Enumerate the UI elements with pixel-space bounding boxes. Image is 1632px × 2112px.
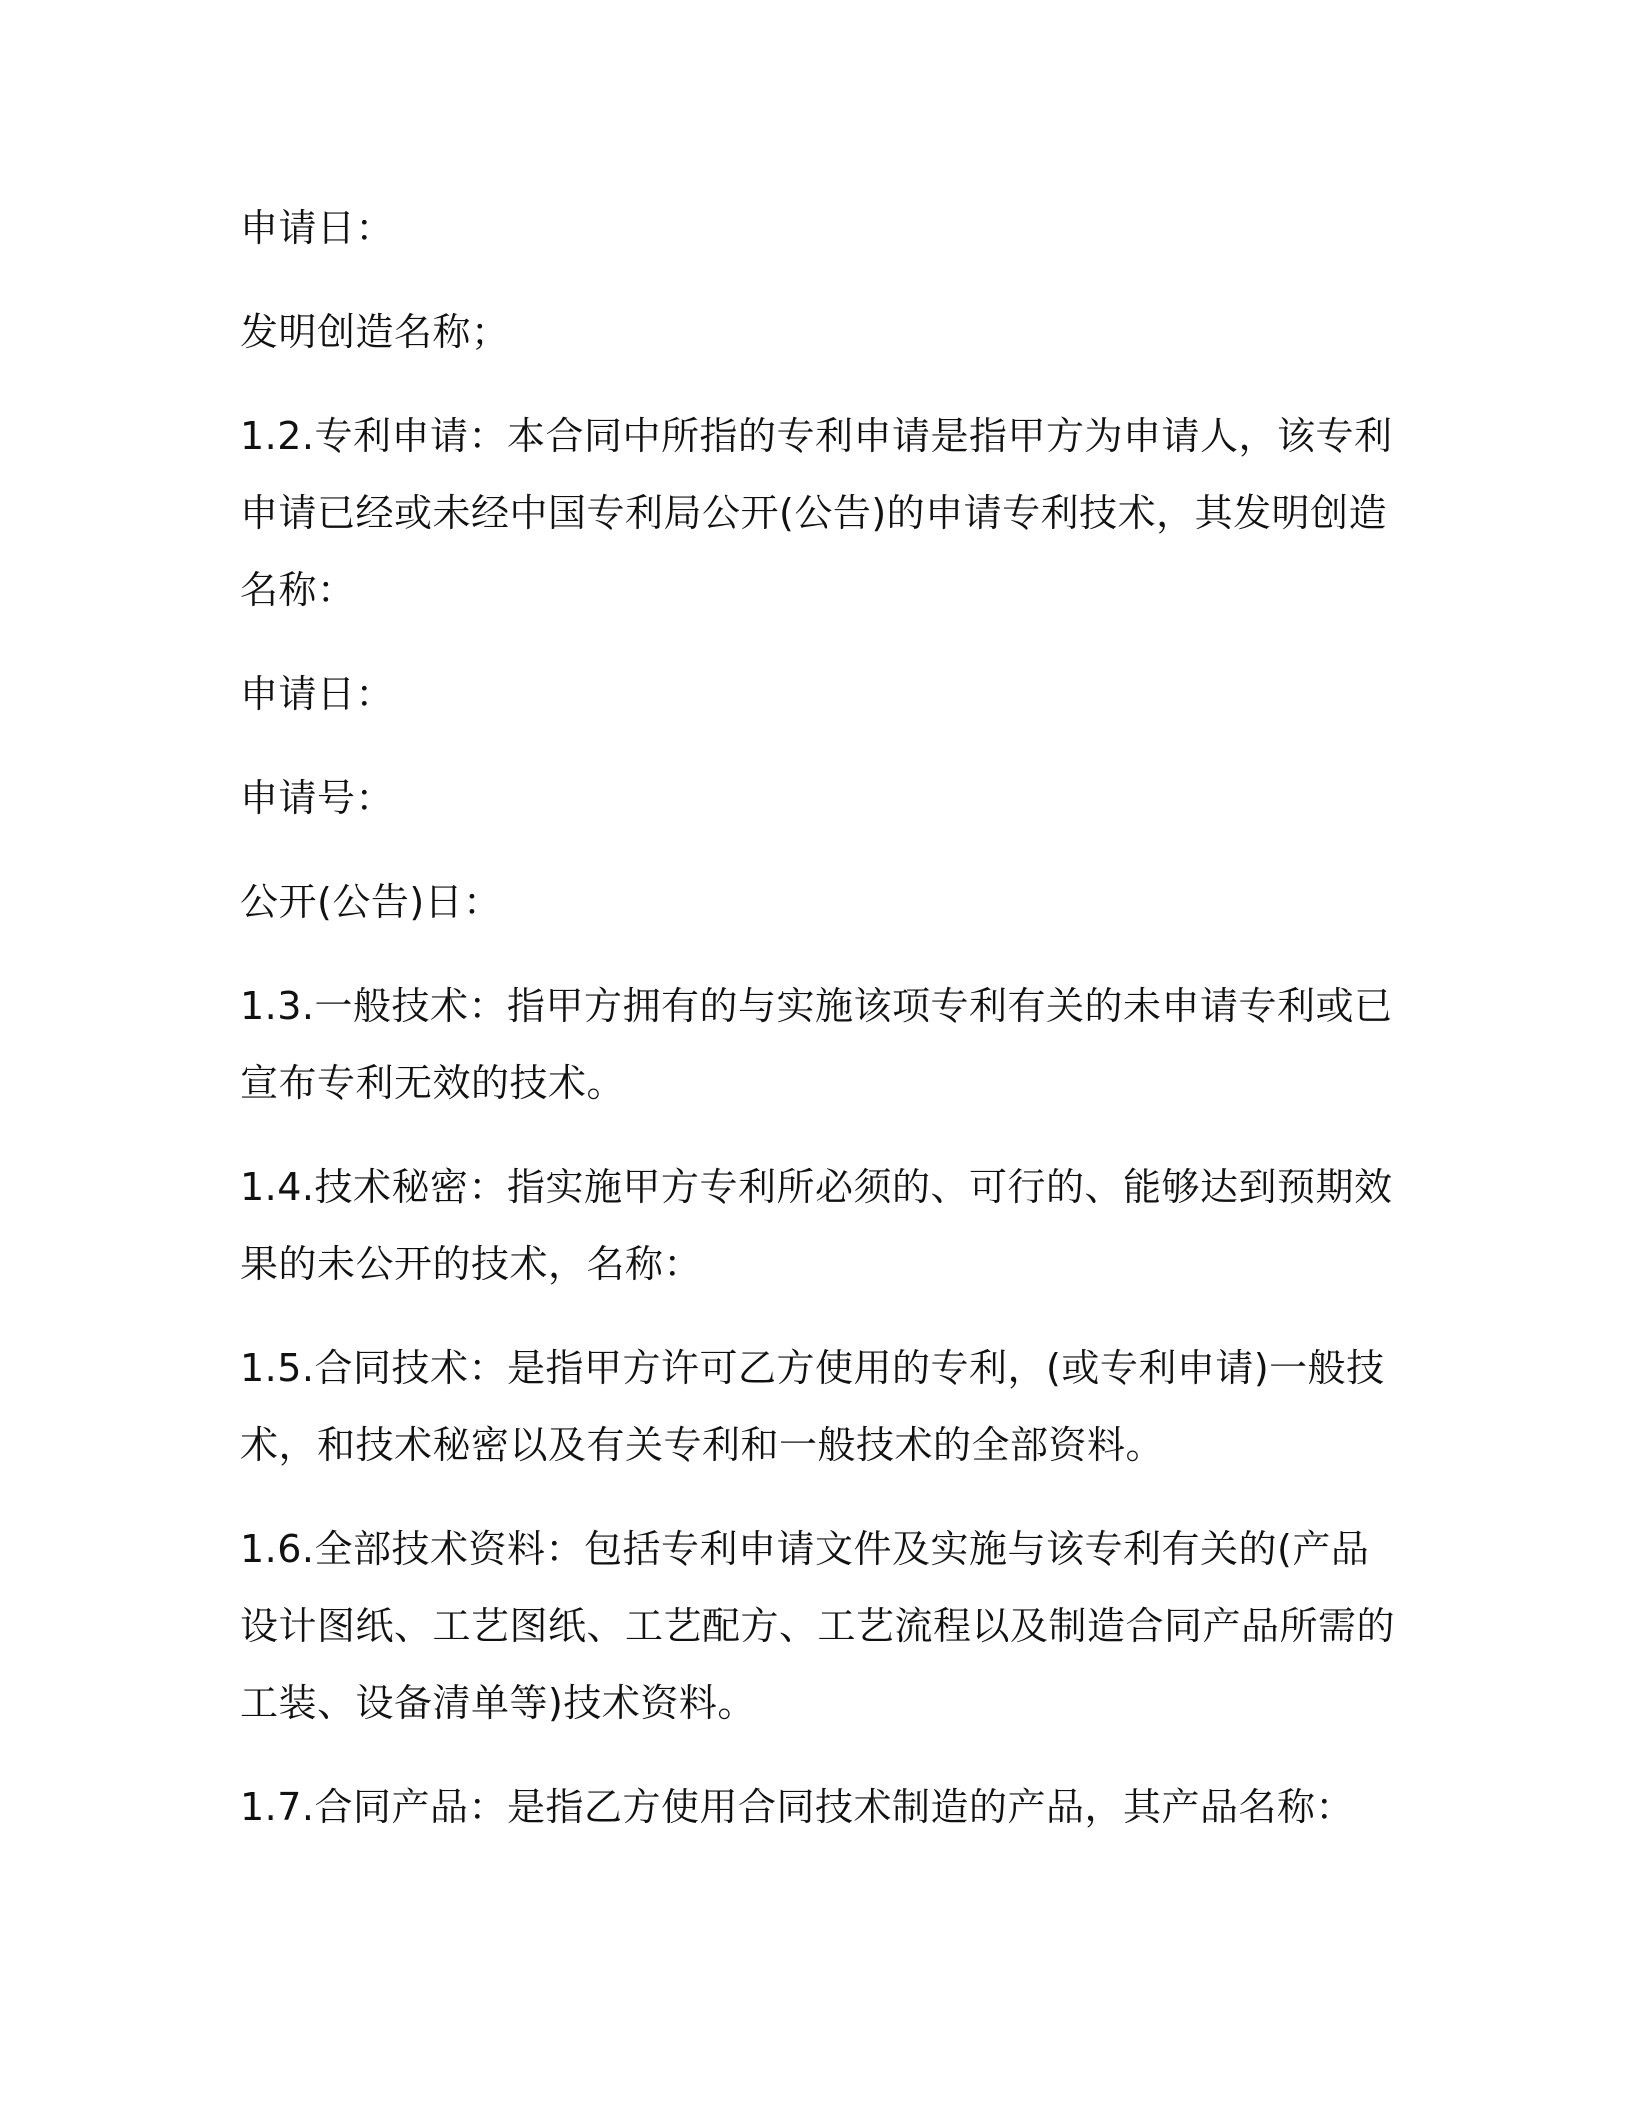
document-body [240, 190, 1400, 1873]
invention-name-label: 发明创造名称； [240, 310, 510, 354]
application-date-label-2: 申请日： [240, 672, 395, 716]
clause-1-7-contract-product: 1.7.合同产品：是指乙方使用合同技术制造的产品，其产品名称： [240, 1785, 1355, 1829]
application-date-label: 申请日： [240, 206, 395, 250]
publication-date-label: 公开(公告)日： [240, 880, 502, 924]
application-number-label: 申请号： [240, 776, 395, 820]
clause-1-3-general-technology: 1.3.一般技术：指甲方拥有的与实施该项专利有关的未申请专利或已宣布专利无效的技术。 [240, 984, 1393, 1105]
clause-1-6-technical-materials: 1.6.全部技术资料：包括专利申请文件及实施与该专利有关的(产品设计图纸、工艺图纸、工艺配方、工艺流程以及制造合同产品所需的工装、设备清单等)技术资料。 [240, 1527, 1396, 1725]
clause-1-2-patent-application: 1.2.专利申请：本合同中所指的专利申请是指甲方为申请人，该专利申请已经或未经中国专利局公开(公告)的申请专利技术，其发明创造名称： [240, 414, 1393, 612]
clause-1-4-technical-secret: 1.4.技术秘密：指实施甲方专利所必须的、可行的、能够达到预期效果的未公开的技术，名称： [240, 1165, 1393, 1286]
clause-1-5-contract-technology: 1.5.合同技术：是指甲方许可乙方使用的专利，(或专利申请)一般技术，和技术秘密以及有关专利和一般技术的全部资料。 [240, 1346, 1385, 1467]
